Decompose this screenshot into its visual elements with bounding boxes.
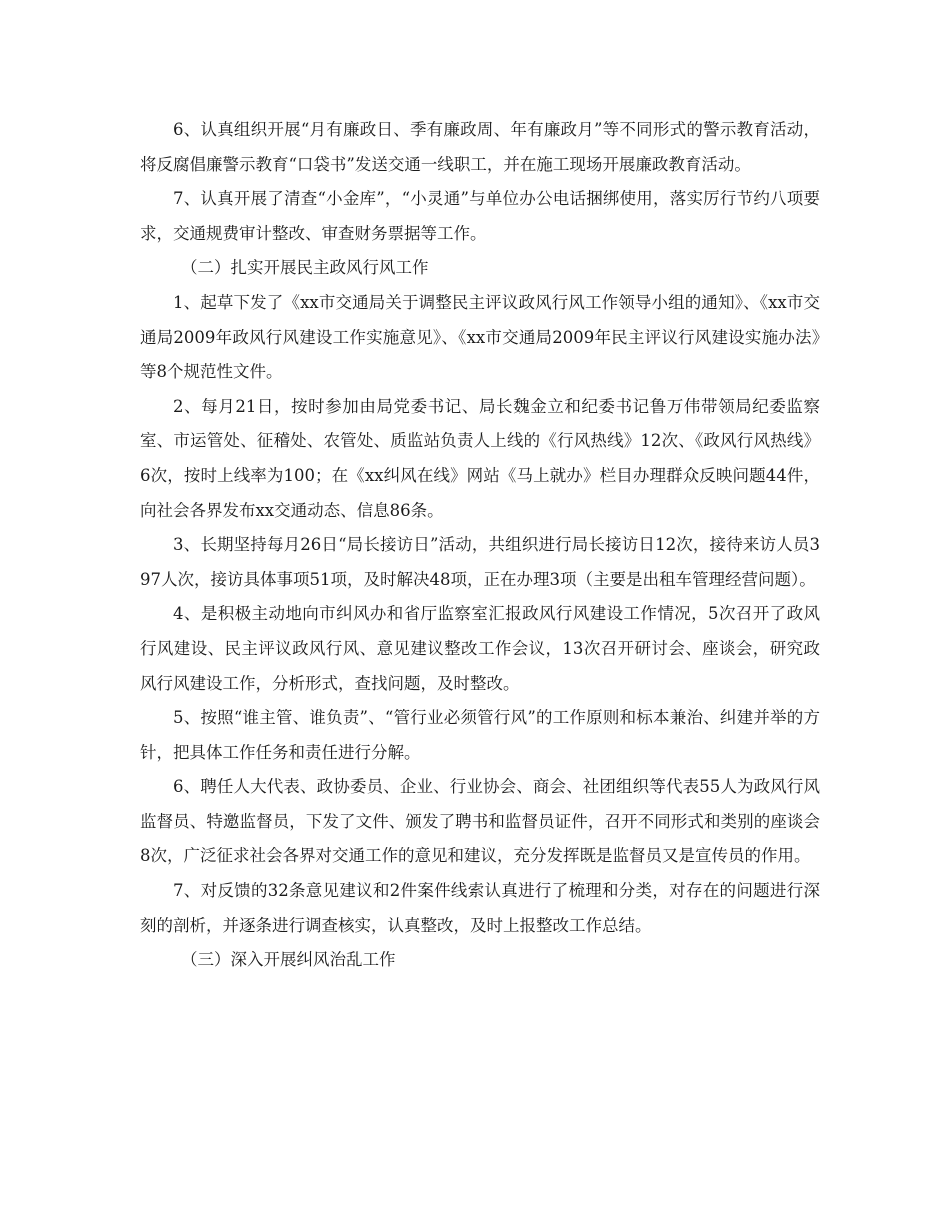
paragraph-6-supervisors: 6、聘任人大代表、政协委员、企业、行业协会、商会、社团组织等代表55人为政风行风监督员、特邀监督员，下发了文件、颁发了聘书和监督员证件，召开不同形式和类别的座谈会8次，广泛征求社会各界对交通工作的意见和建议，充分发挥既是监督员又是宣传员的作用。 (140, 777, 820, 866)
paragraph-7-small-treasury-check: 7、认真开展了清查“小金库”，“小灵通”与单位办公电话捆绑使用，落实厉行节约八项要求，交通规费审计整改、审查财务票据等工作。 (140, 189, 820, 243)
paragraph-7-feedback: 7、对反馈的32条意见建议和2件案件线索认真进行了梳理和分类，对存在的问题进行深刻的剖析，并逐条进行调查核实，认真整改，及时上报整改工作总结。 (140, 881, 820, 935)
paragraph-2-hotline: 2、每月21日，按时参加由局党委书记、局长魏金立和纪委书记鲁万伟带领局纪委监察室、市运管处、征稽处、农管处、质监站负责人上线的《行风热线》12次、《政风行风热线》6次，按时上线率为100；在《xx纠风在线》网站《马上就办》栏目办理群众反映问题44件，向社会各界发布xx交通动态、信息86条。 (140, 396, 820, 520)
section-heading-2: （二）扎实开展民主政风行风工作 (181, 258, 429, 278)
paragraph-5-principles: 5、按照“谁主管、谁负责”、“管行业必须管行风”的工作原则和标本兼治、纠建并举的方针，把具体工作任务和责任进行分解。 (140, 708, 820, 762)
section-heading-3: （三）深入开展纠风治乱工作 (181, 950, 396, 970)
document-body (140, 113, 820, 978)
paragraph-4-reporting: 4、是积极主动地向市纠风办和省厅监察室汇报政风行风建设工作情况，5次召开了政风行风建设、民主评议政风行风、意见建议整改工作会议，13次召开研讨会、座谈会，研究政风行风建设工作，分析形式，查找问题，及时整改。 (140, 604, 820, 693)
paragraph-1-documents-issued: 1、起草下发了《xx市交通局关于调整民主评议政风行风工作领导小组的通知》、《xx市交通局2009年政风行风建设工作实施意见》、《xx市交通局2009年民主评议行风建设实施办法》等8个规范性文件。 (140, 292, 820, 382)
paragraph-3-visit-day: 3、长期坚持每月26日“局长接访日”活动，共组织进行局长接访日12次，接待来访人员397人次，接访具体事项51项，及时解决48项，正在办理3项（主要是出租车管理经营问题）。 (140, 535, 820, 589)
paragraph-6-warning-education: 6、认真组织开展“月有廉政日、季有廉政周、年有廉政月”等不同形式的警示教育活动，将反腐倡廉警示教育“口袋书”发送交通一线职工，并在施工现场开展廉政教育活动。 (140, 120, 820, 174)
